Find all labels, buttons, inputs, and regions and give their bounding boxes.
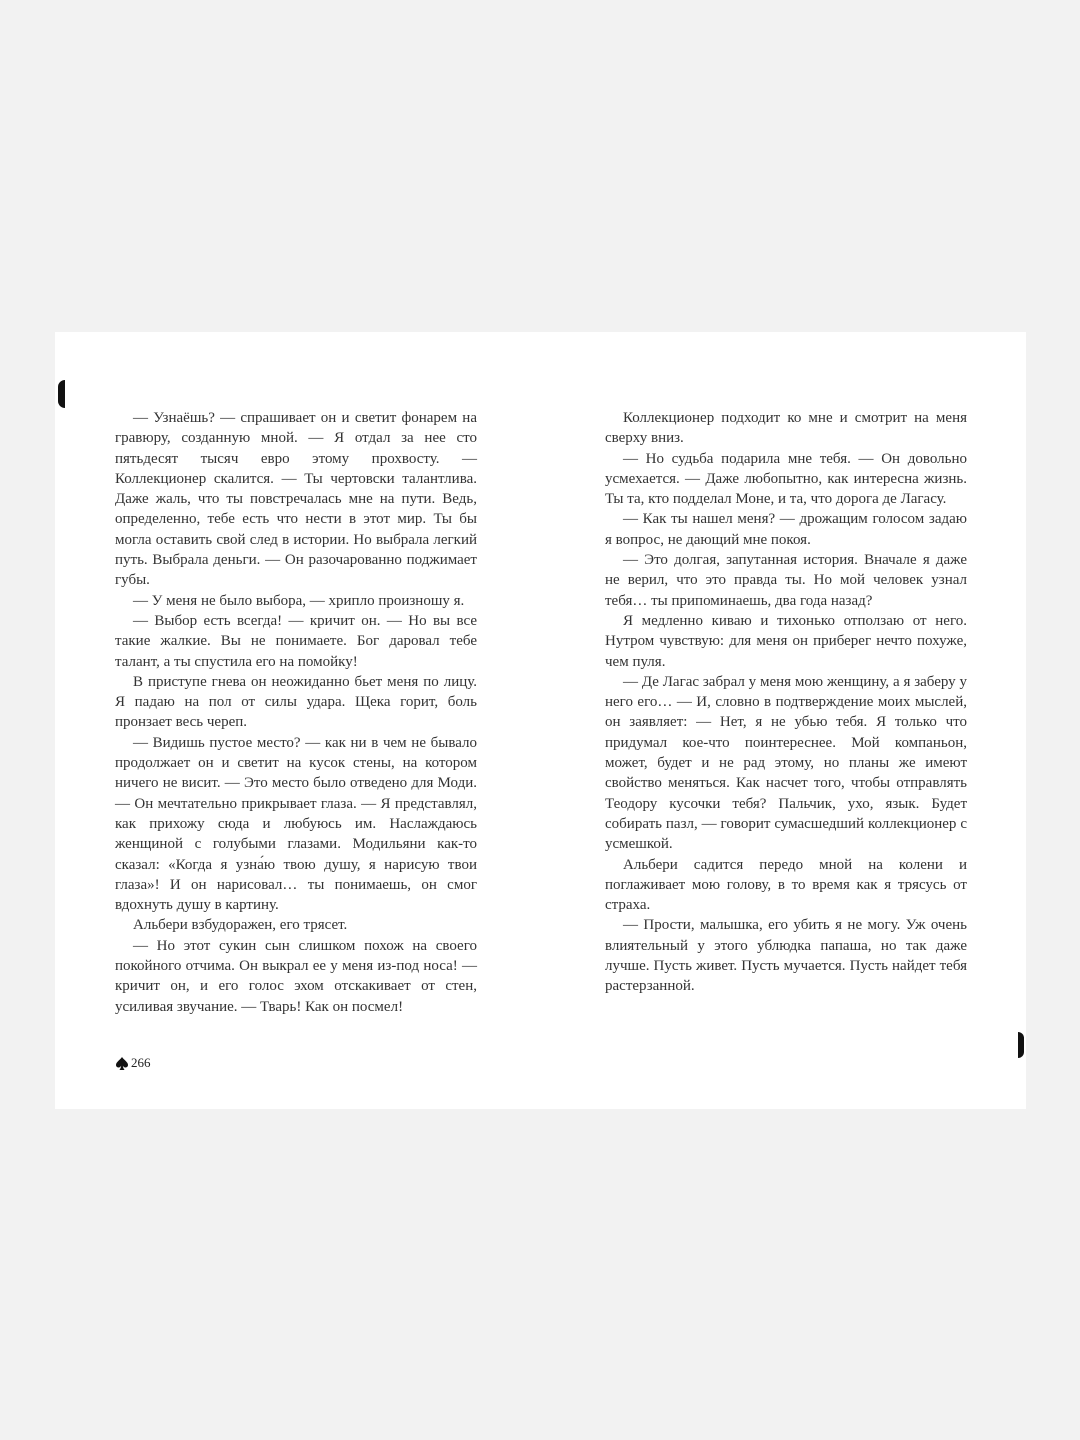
paragraph: — Видишь пустое место? — как ни в чем не бывало продолжает он и светит на кусок стены, на котором ничего не висит. — Это место было отведено для Моди. — Он мечтательно прикрывает глаза. — Я представлял, как прихожу сюда и любуюсь им. Наслаждаюсь женщиной с голубыми глазами. Модильяни как-то сказал: «Когда я узна́ю твою душу, я нарисую твои глаза»! И он нарисовал… ты понимаешь, он смог вдохнуть душу в картину. — [115, 734, 477, 914]
paragraph: — Выбор есть всегда! — кричит он. — Но вы все такие жалкие. Вы не понимаете. Бог даровал тебе талант, а ты спустила его на помойку! — [115, 612, 477, 670]
paragraph: — Как ты нашел меня? — дрожащим голосом задаю я вопрос, не дающий мне покоя. — [605, 511, 967, 548]
paragraph: В приступе гнева он неожиданно бьет меня по лицу. Я падаю на пол от силы удара. Щека горит, боль пронзает весь череп. — [115, 673, 477, 731]
book-spread — [55, 332, 1026, 1109]
paragraph: Я медленно киваю и тихонько отползаю от него. Нутром чувствую: для меня он приберег нечто похуже, чем пуля. — [605, 612, 967, 670]
paragraph: Коллекционер подходит ко мне и смотрит на меня сверху вниз. — [605, 410, 967, 447]
paragraph: — Де Лагас забрал у меня мою женщину, а я заберу у него его… — И, словно в подтверждение моих мыслей, он заявляет: — Нет, я не убью тебя. Я только что придумал кое-что поинтереснее. Мой компаньон, может, будет и не рад этому, но планы же имеют свойство меняться. Как насчет того, чтобы отправлять Теодору кусочки тебя? Пальчик, ухо, язык. Будет собирать пазл, — говорит сумасшедший коллекционер с усмешкой. — [605, 673, 967, 853]
paragraph: Альбери садится передо мной на колени и поглаживает мою голову, в то время как я трясусь от страха. — [605, 856, 967, 914]
page-edge-tab-right — [1018, 1032, 1024, 1058]
page-folio — [116, 1055, 151, 1071]
spade-icon — [116, 1057, 128, 1070]
paragraph: Альбери взбудоражен, его трясет. — [133, 917, 348, 934]
page-edge-tab-left — [58, 380, 65, 408]
right-page-text — [605, 408, 967, 997]
paragraph: — У меня не было выбора, — хрипло произношу я. — [133, 592, 465, 609]
paragraph: — Но этот сукин сын слишком похож на своего покойного отчима. Он выкрал ее у меня из-под носа! — кричит он, и его голос эхом отскакивает от стен, усиливая звучание. — Тварь! Как он посмел! — [115, 937, 477, 1015]
paragraph: — Это долгая, запутанная история. Вначале я даже не верил, что это правда ты. Но мой человек узнал тебя… ты припоминаешь, два года назад? — [605, 552, 967, 609]
left-page-text — [115, 408, 477, 1017]
paragraph: — Но судьба подарила мне тебя. — Он довольно усмехается. — Даже любопытно, как интересна жизнь. Ты та, кто подделал Моне, и та, что дорога де Лагасу. — [605, 450, 967, 508]
paragraph: — Прости, малышка, его убить я не могу. Уж очень влиятельный у этого ублюдка папаша, но так даже лучше. Пусть живет. Пусть мучается. Пусть найдет тебя растерзанной. — [605, 917, 967, 995]
page-number: 266 — [131, 1055, 151, 1070]
paragraph: — Узнаёшь? — спрашивает он и светит фонарем на гравюру, созданную мной. — Я отдал за нее сто пятьдесят тысяч евро этому прохвосту. — Коллекционер скалится. — Ты чертовски талантлива. Даже жаль, что ты повстречалась мне на пути. Ведь, определенно, тебе есть что нести в этот мир. Ты бы могла оставить свой след в истории. Но выбрала легкий путь. Выбрала деньги. — Он разочарованно поджимает губы. — [115, 410, 477, 589]
